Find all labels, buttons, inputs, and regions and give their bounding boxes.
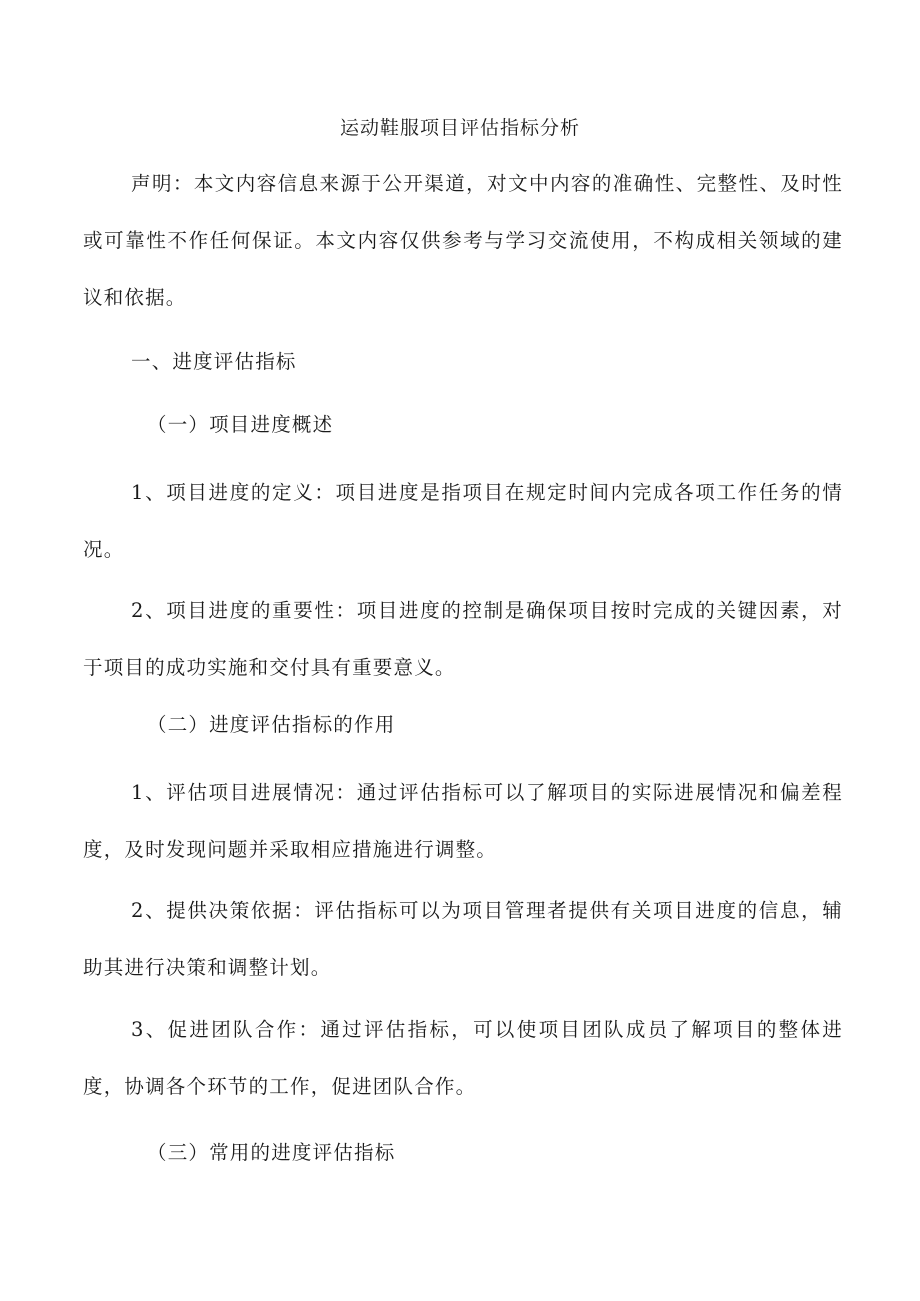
subsection-heading-role: （二）进度评估指标的作用	[147, 713, 396, 736]
subsection-heading-overview: （一）项目进度概述	[147, 413, 334, 436]
paragraph-progress-definition: 1、项目进度的定义：项目进度是指项目在规定时间内完成各项工作任务的情况。	[83, 481, 843, 561]
disclaimer-paragraph: 声明：本文内容信息来源于公开渠道，对文中内容的准确性、完整性、及时性或可靠性不作任何保证。本文内容仅供参考与学习交流使用，不构成相关领域的建议和依据。	[83, 172, 843, 309]
paragraph-progress-importance: 2、项目进度的重要性：项目进度的控制是确保项目按时完成的关键因素，对于项目的成功实施和交付具有重要意义。	[83, 599, 843, 679]
section-heading-progress: 一、进度评估指标	[131, 350, 297, 373]
document-title: 运动鞋服项目评估指标分析	[339, 117, 580, 139]
subsection-heading-common-indicators: （三）常用的进度评估指标	[147, 1141, 396, 1164]
paragraph-evaluate-progress: 1、评估项目进展情况：通过评估指标可以了解项目的实际进展情况和偏差程度，及时发现问题并采取相应措施进行调整。	[83, 781, 843, 861]
paragraph-team-cooperation: 3、促进团队合作：通过评估指标，可以使项目团队成员了解项目的整体进度，协调各个环节的工作，促进团队合作。	[83, 1018, 843, 1098]
paragraph-decision-basis: 2、提供决策依据：评估指标可以为项目管理者提供有关项目进度的信息，辅助其进行决策和调整计划。	[83, 899, 843, 979]
